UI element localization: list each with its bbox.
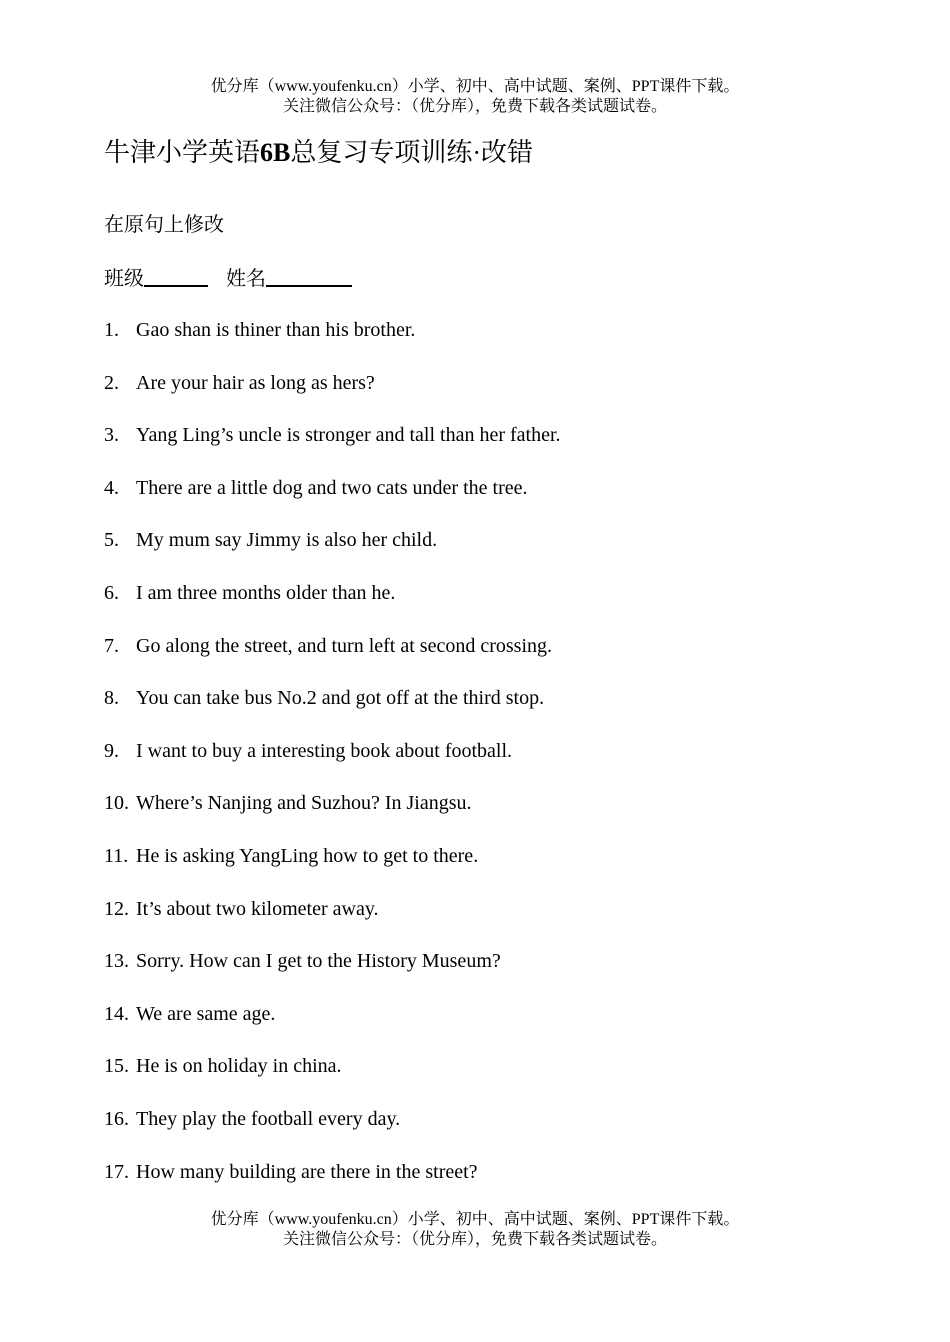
title-grade: 6B	[260, 138, 291, 167]
question-item	[104, 370, 561, 423]
question-text: It’s about two kilometer away.	[136, 897, 379, 920]
page-title	[104, 136, 533, 170]
question-text: We are same age.	[136, 1002, 276, 1025]
question-number: 6.	[104, 581, 119, 604]
class-blank[interactable]	[144, 265, 208, 287]
question-number: 4.	[104, 476, 119, 499]
question-item	[104, 1159, 561, 1212]
question-number: 9.	[104, 739, 119, 762]
name-blank[interactable]	[266, 265, 352, 287]
question-text: My mum say Jimmy is also her child.	[136, 529, 438, 552]
question-number: 5.	[104, 529, 119, 552]
instruction-text: 在原句上修改	[104, 214, 224, 236]
question-number: 15.	[104, 1055, 129, 1078]
question-text: Where’s Nanjing and Suzhou? In Jiangsu.	[136, 792, 472, 815]
question-item	[104, 317, 561, 370]
question-text: I am three months older than he.	[136, 581, 396, 604]
header-line-1: 优分库（www.youfenku.cn）小学、初中、高中试题、案例、PPT课件下载。	[210, 78, 740, 95]
question-number: 1.	[104, 319, 119, 341]
question-text: He is asking YangLing how to get to there.	[136, 844, 479, 867]
question-text: They play the football every day.	[136, 1107, 401, 1130]
page-header	[0, 77, 950, 117]
page-footer	[0, 1210, 950, 1250]
question-text: Yang Ling’s uncle is stronger and tall than her father.	[136, 424, 561, 447]
question-number: 3.	[104, 424, 119, 447]
header-line-2: 关注微信公众号：（优分库），免费下载各类试题试卷。	[282, 98, 667, 115]
question-item	[104, 948, 561, 1001]
title-part-1: 牛津小学英语	[104, 138, 261, 167]
question-item	[104, 527, 561, 580]
student-info-line	[104, 265, 352, 292]
footer-line-1: 优分库（www.youfenku.cn）小学、初中、高中试题、案例、PPT课件下载。	[210, 1211, 740, 1228]
question-text: Go along the street, and turn left at second crossing.	[136, 634, 552, 657]
title-part-3: 总复习专项训练·改错	[290, 138, 534, 167]
question-list	[104, 317, 561, 1211]
question-number: 11.	[104, 844, 129, 867]
question-item	[104, 896, 561, 949]
question-number: 14.	[104, 1002, 129, 1025]
question-text: How many building are there in the street?	[136, 1160, 478, 1183]
question-number: 7.	[104, 634, 119, 657]
question-item	[104, 1001, 561, 1054]
question-text: Gao shan is thiner than his brother.	[136, 319, 416, 341]
question-number: 17.	[104, 1160, 129, 1183]
class-label: 班级	[104, 268, 144, 290]
question-text: I want to buy a interesting book about football.	[136, 739, 513, 762]
question-item	[104, 685, 561, 738]
question-text: Are your hair as long as hers?	[136, 371, 375, 394]
question-item	[104, 738, 561, 791]
question-item	[104, 580, 561, 633]
question-number: 16.	[104, 1107, 129, 1130]
question-text: There are a little dog and two cats under the tree.	[136, 476, 528, 499]
name-label: 姓名	[226, 268, 266, 290]
question-text: You can take bus No.2 and got off at the third stop.	[136, 687, 545, 710]
question-item	[104, 843, 561, 896]
question-item	[104, 1106, 561, 1159]
question-number: 12.	[104, 897, 129, 920]
question-number: 10.	[104, 792, 129, 815]
question-item	[104, 475, 561, 528]
question-item	[104, 790, 561, 843]
question-text: He is on holiday in china.	[136, 1055, 342, 1078]
question-item	[104, 633, 561, 686]
question-item	[104, 1053, 561, 1106]
question-text: Sorry. How can I get to the History Museum?	[136, 950, 501, 973]
question-number: 2.	[104, 371, 119, 394]
question-number: 13.	[104, 950, 129, 973]
question-item	[104, 422, 561, 475]
question-number: 8.	[104, 687, 119, 710]
footer-line-2: 关注微信公众号：（优分库），免费下载各类试题试卷。	[282, 1231, 667, 1248]
